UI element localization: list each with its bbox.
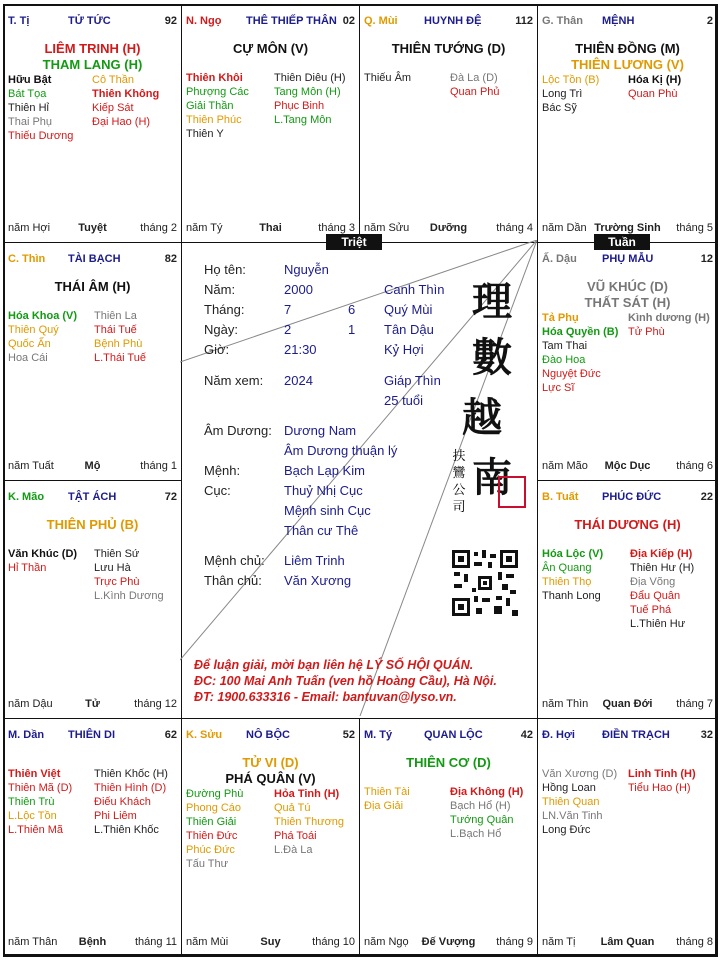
minor-star[interactable]: Văn Khúc (D) (8, 548, 78, 560)
minor-stars-right (94, 309, 146, 365)
palace-name: MỆNH (602, 15, 635, 27)
minor-star[interactable]: Trực Phù (94, 576, 140, 588)
minor-star[interactable]: Thai Phụ (8, 116, 53, 128)
minor-star[interactable]: Tiểu Hao (H) (628, 782, 691, 794)
palace-year: năm Mão (542, 460, 588, 472)
birth-info-value: Nguyễn (284, 262, 329, 277)
palace-dan[interactable] (3, 718, 182, 957)
minor-star[interactable]: Lưu Hà (94, 562, 131, 574)
minor-stars-right (630, 547, 694, 631)
minor-star[interactable]: Phá Toái (274, 830, 317, 842)
palace-branch: G. Thân (542, 15, 583, 27)
palace-ti[interactable] (3, 4, 182, 243)
palace-number: 82 (164, 253, 177, 265)
minor-star[interactable]: L.Đà La (274, 844, 313, 856)
palace-number: 42 (520, 729, 533, 741)
palace-life-stage: Tử (85, 698, 100, 710)
birth-info-can-chi: Kỷ Hợi (384, 342, 424, 357)
palace-branch: Ấ. Dậu (542, 253, 577, 265)
palace-header (8, 729, 177, 743)
main-star[interactable]: TỬ VI (D) (242, 755, 299, 770)
menh-chu-value: Liêm Trinh (284, 553, 345, 568)
minor-star[interactable]: Thiên Thọ (542, 576, 592, 588)
palace-dau[interactable] (537, 242, 718, 481)
minor-star[interactable]: Văn Xương (D) (542, 768, 618, 780)
menh-label: Mệnh: (204, 463, 241, 478)
minor-star[interactable]: Hoa Cái (8, 352, 48, 364)
minor-stars-left (542, 73, 599, 115)
nam-xem-can-chi: Giáp Thìn (384, 373, 441, 388)
palace-tuat[interactable] (537, 480, 718, 719)
palace-footer (364, 936, 533, 950)
palace-month: tháng 6 (676, 460, 713, 472)
tuan-marker: Tuần (594, 234, 650, 250)
palace-life-stage: Trường Sinh (594, 222, 661, 234)
minor-stars-left (8, 547, 77, 575)
minor-star[interactable]: Thiên Mã (D) (8, 782, 73, 794)
minor-star[interactable]: Hóa Khoa (V) (8, 310, 78, 322)
minor-star[interactable]: Kình dương (H) (628, 312, 710, 324)
minor-star[interactable]: L.Thiên Mã (8, 824, 64, 836)
cuc-note: Mệnh sinh Cục (284, 503, 371, 518)
center-info-panel (180, 240, 537, 716)
tuoi-value: 25 tuổi (384, 393, 424, 408)
minor-star[interactable]: Phượng Các (186, 86, 249, 98)
am-duong-note: Âm Dương thuận lý (284, 443, 398, 458)
palace-year: năm Thìn (542, 698, 589, 710)
minor-star[interactable]: L.Bạch Hổ (450, 828, 502, 840)
qr-code[interactable] (450, 548, 520, 618)
birth-info-label: Họ tên: (204, 262, 246, 277)
palace-footer (542, 460, 713, 474)
palace-number: 22 (700, 491, 713, 503)
palace-number: 02 (342, 15, 355, 27)
minor-star[interactable]: Thiên Thương (274, 816, 345, 828)
minor-star[interactable]: Thiên Không (92, 88, 160, 100)
palace-month: tháng 11 (134, 936, 177, 948)
minor-stars-right (450, 71, 500, 99)
minor-stars-right (628, 767, 696, 795)
minor-stars-left (8, 309, 77, 365)
minor-star[interactable]: Kiếp Sát (92, 102, 134, 114)
palace-header (8, 491, 177, 505)
minor-stars-right (94, 767, 168, 837)
minor-star[interactable]: Thiên Việt (8, 768, 61, 780)
minor-stars-right (94, 547, 164, 603)
palace-header (8, 253, 177, 267)
calligraphy-char-2: 數 (472, 334, 512, 381)
palace-than[interactable] (537, 4, 718, 243)
palace-year: năm Tuất (8, 460, 54, 472)
palace-number: 12 (700, 253, 713, 265)
palace-footer (8, 460, 177, 474)
palace-name: NÔ BỘC (246, 729, 290, 741)
main-star[interactable]: PHÁ QUÂN (V) (225, 771, 316, 786)
palace-branch: Đ. Hợi (542, 729, 575, 741)
minor-star[interactable]: Thiên Khôi (186, 72, 243, 84)
minor-star[interactable]: Thiên Khốc (H) (94, 768, 168, 780)
palace-footer (542, 936, 713, 950)
minor-star[interactable]: Bệnh Phù (94, 338, 143, 350)
birth-info-lunar: 1 (348, 322, 356, 337)
palace-name: HUYNH ĐỆ (424, 15, 482, 27)
palace-header (542, 15, 713, 29)
palace-ngo[interactable] (181, 4, 360, 243)
minor-star[interactable]: Thiên Diêu (H) (274, 72, 346, 84)
minor-star[interactable]: Bác Sỹ (542, 102, 577, 114)
palace-footer (8, 222, 177, 236)
minor-star[interactable]: Địa Võng (630, 576, 676, 588)
calligraphy-char-4: 南 (472, 454, 512, 501)
palace-header (542, 729, 713, 743)
contact-phone-email[interactable]: ĐT: 1900.633316 - Email: bantuvan@lyso.vn. (194, 690, 457, 704)
palace-month: tháng 8 (676, 936, 713, 948)
palace-year: năm Thân (8, 936, 58, 948)
palace-life-stage: Mộ (84, 460, 101, 472)
minor-star[interactable]: Thiên Tài (364, 786, 410, 798)
minor-star[interactable]: Đẩu Quân (630, 590, 681, 602)
minor-star[interactable]: L.Lộc Tồn (8, 810, 57, 822)
palace-header (364, 15, 533, 29)
minor-stars-left (8, 767, 72, 837)
nam-xem-value: 2024 (284, 373, 313, 388)
palace-footer (8, 698, 177, 712)
palace-branch: N. Ngọ (186, 15, 222, 27)
palace-month: tháng 9 (496, 936, 533, 948)
minor-star[interactable]: Thiên Hỉ (8, 102, 49, 114)
birth-info-value: 2 (284, 322, 292, 337)
birth-info-label: Ngày: (204, 322, 238, 337)
minor-star[interactable]: Cô Thần (92, 74, 134, 86)
minor-star[interactable]: Thiên Quý (8, 324, 59, 336)
minor-star[interactable]: L.Kình Dương (94, 590, 164, 602)
minor-stars-right (450, 785, 523, 841)
minor-stars-right (628, 311, 710, 339)
minor-star[interactable]: Nguyệt Đức (542, 368, 601, 380)
palace-branch: K. Mão (8, 491, 45, 503)
palace-year: năm Dần (542, 222, 587, 234)
minor-star[interactable]: Thiên Quan (542, 796, 600, 808)
palace-month: tháng 10 (312, 936, 355, 948)
minor-stars-left (186, 71, 249, 141)
minor-star[interactable]: Địa Không (H) (450, 786, 524, 798)
minor-star[interactable]: Thiếu Dương (8, 130, 74, 142)
main-star[interactable]: THIÊN CƠ (D) (406, 755, 491, 770)
minor-star[interactable]: Quốc Ấn (8, 338, 51, 350)
minor-stars-left (364, 71, 411, 85)
palace-name: TẬT ÁCH (68, 491, 117, 503)
palace-life-stage: Suy (260, 936, 281, 948)
palace-year: năm Tý (186, 222, 223, 234)
minor-star[interactable]: Đại Hao (H) (92, 116, 151, 128)
menh-chu-label: Mệnh chủ: (204, 553, 265, 568)
minor-stars-left (186, 787, 243, 871)
main-star[interactable]: THẤT SÁT (H) (584, 295, 671, 310)
birth-info-label: Năm: (204, 282, 236, 297)
palace-header (542, 491, 713, 505)
palace-life-stage: Dưỡng (429, 222, 468, 234)
minor-star[interactable]: Thái Tuế (94, 324, 137, 336)
main-star[interactable]: THIÊN LƯƠNG (V) (571, 57, 684, 72)
minor-star[interactable]: Thiên La (94, 310, 137, 322)
main-star[interactable]: VŨ KHÚC (D) (587, 279, 668, 294)
minor-star[interactable]: Thiên Hình (D) (94, 782, 167, 794)
minor-star[interactable]: Tướng Quân (450, 814, 514, 826)
menh-value: Bạch Lạp Kim (284, 463, 365, 478)
triet-marker: Triệt (326, 234, 382, 250)
palace-number: 32 (700, 729, 713, 741)
palace-life-stage: Thai (259, 222, 282, 234)
am-duong-label: Âm Dương: (204, 423, 272, 438)
palace-life-stage: Đế Vượng (421, 936, 476, 948)
palace-life-stage: Quan Đới (602, 698, 653, 710)
palace-header (186, 729, 355, 743)
palace-life-stage: Mộc Dục (604, 460, 651, 472)
minor-star[interactable]: Ân Quang (542, 562, 592, 574)
than-chu-value: Văn Xương (284, 573, 352, 588)
main-star[interactable]: CỰ MÔN (V) (232, 41, 309, 56)
minor-star[interactable]: Quan Phủ (450, 86, 500, 98)
minor-star[interactable]: L.Thái Tuế (94, 352, 146, 364)
palace-name: THIÊN DI (68, 729, 116, 741)
palace-branch: C. Thìn (8, 253, 46, 265)
minor-star[interactable]: Tả Phụ (542, 312, 579, 324)
minor-stars-left (364, 785, 410, 813)
birth-info-label: Giờ: (204, 342, 230, 357)
minor-star[interactable]: Tấu Thư (186, 858, 229, 870)
palace-number: 52 (342, 729, 355, 741)
minor-star[interactable]: Thiên Y (186, 128, 224, 140)
palace-month: tháng 5 (676, 222, 713, 234)
minor-star[interactable]: Long Trì (542, 88, 583, 100)
minor-star[interactable]: Đà La (D) (450, 72, 498, 84)
palace-life-stage: Bệnh (78, 936, 107, 948)
birth-info-can-chi: Canh Thìn (384, 282, 445, 297)
palace-month: tháng 7 (676, 698, 713, 710)
minor-stars-left (542, 767, 617, 837)
minor-star[interactable]: Địa Giải (364, 800, 404, 812)
palace-number: 62 (164, 729, 177, 741)
palace-month: tháng 12 (134, 698, 177, 710)
palace-month: tháng 4 (496, 222, 533, 234)
main-star[interactable]: THÁI DƯƠNG (H) (574, 517, 681, 532)
than-chu-label: Thân chủ: (204, 573, 262, 588)
palace-branch: K. Sửu (186, 729, 223, 741)
minor-stars-right (628, 73, 681, 101)
minor-star[interactable]: Lực Sĩ (542, 382, 575, 394)
minor-star[interactable]: Thiên Đức (186, 830, 238, 842)
palace-footer (542, 698, 713, 712)
minor-star[interactable]: Địa Kiếp (H) (630, 548, 693, 560)
palace-number: 72 (164, 491, 177, 503)
palace-footer (8, 936, 177, 950)
palace-header (8, 15, 177, 29)
minor-star[interactable]: Phi Liêm (94, 810, 137, 822)
palace-year: năm Mùi (186, 936, 229, 948)
palace-name: TÀI BẠCH (68, 253, 121, 265)
minor-star[interactable]: Thiên Hư (H) (630, 562, 695, 574)
minor-star[interactable]: Quan Phù (628, 88, 678, 100)
seal-text: 扶 鸞 公 司 (452, 449, 466, 515)
palace-mao[interactable] (3, 480, 182, 719)
minor-star[interactable]: Tam Thai (542, 340, 588, 352)
minor-star[interactable]: L.Thiên Hư (630, 618, 686, 630)
minor-star[interactable]: Hỏa Tinh (H) (274, 788, 340, 800)
birth-info-lunar: 6 (348, 302, 356, 317)
palace-number: 92 (164, 15, 177, 27)
palace-number: 112 (515, 15, 533, 27)
minor-star[interactable]: LN.Văn Tinh (542, 810, 603, 822)
main-star[interactable]: THÁI ÂM (H) (54, 279, 131, 294)
minor-star[interactable]: Hồng Loan (542, 782, 596, 794)
minor-star[interactable]: L.Thiên Khốc (94, 824, 159, 836)
palace-number: 2 (706, 15, 713, 27)
minor-star[interactable]: Lộc Tồn (B) (542, 74, 600, 86)
minor-star[interactable]: Đào Hoa (542, 354, 586, 366)
minor-star[interactable]: Linh Tinh (H) (628, 768, 696, 780)
minor-stars-left (8, 73, 73, 143)
palace-footer (186, 936, 355, 950)
red-seal-stamp (498, 476, 526, 508)
minor-star[interactable]: Hỉ Thần (8, 562, 47, 574)
palace-name: ĐIỀN TRẠCH (602, 729, 670, 741)
minor-star[interactable]: Thiên Trù (8, 796, 55, 808)
minor-stars-left (542, 547, 603, 603)
main-star[interactable]: THIÊN PHỦ (B) (46, 517, 139, 532)
contact-address: ĐC: 100 Mai Anh Tuấn (ven hồ Hoàng Cầu), Hà Nội. (194, 674, 497, 688)
palace-name: PHÚC ĐỨC (602, 491, 662, 503)
palace-branch: M. Tý (364, 729, 393, 741)
palace-month: tháng 2 (140, 222, 177, 234)
main-star[interactable]: THIÊN ĐỒNG (M) (575, 41, 680, 56)
palace-month: tháng 3 (318, 222, 355, 234)
calligraphy-char-3: 越 (462, 394, 502, 441)
palace-branch: Q. Mùi (364, 15, 398, 27)
calligraphy-char-1: 理 (472, 278, 512, 325)
palace-branch: M. Dần (8, 729, 45, 741)
minor-star[interactable]: Phong Cáo (186, 802, 242, 814)
palace-ty[interactable] (359, 718, 538, 957)
birth-info-label: Tháng: (204, 302, 245, 317)
palace-year: năm Hợi (8, 222, 51, 234)
palace-branch: B. Tuất (542, 491, 579, 503)
minor-star[interactable]: Hóa Kị (H) (628, 74, 682, 86)
palace-life-stage: Lâm Quan (600, 936, 655, 948)
minor-star[interactable]: Đường Phù (186, 788, 244, 800)
minor-star[interactable]: Thiếu Âm (364, 72, 412, 84)
palace-branch: T. Tị (8, 15, 30, 27)
minor-star[interactable]: Bạch Hổ (H) (450, 800, 511, 812)
minor-star[interactable]: Thanh Long (542, 590, 601, 602)
than-cu-note: Thân cư Thê (284, 523, 359, 538)
minor-star[interactable]: Hóa Lộc (V) (542, 548, 604, 560)
main-star[interactable]: LIÊM TRINH (H) (44, 41, 141, 56)
palace-name: QUAN LỘC (424, 729, 483, 741)
minor-stars-right (274, 787, 344, 857)
minor-star[interactable]: Thiên Phúc (186, 114, 242, 126)
palace-year: năm Ngọ (364, 936, 409, 948)
minor-star[interactable]: Phúc Đức (186, 844, 235, 856)
palace-life-stage: Tuyệt (78, 222, 107, 234)
minor-star[interactable]: Hóa Quyền (B) (542, 326, 619, 338)
palace-year: năm Sửu (364, 222, 410, 234)
palace-header (364, 729, 533, 743)
palace-footer (364, 222, 533, 236)
minor-star[interactable]: Long Đức (542, 824, 591, 836)
palace-mui[interactable] (359, 4, 538, 243)
cuc-label: Cục: (204, 483, 231, 498)
minor-star[interactable]: Phục Binh (274, 100, 325, 112)
minor-star[interactable]: Hữu Bật (8, 74, 52, 86)
birth-info-can-chi: Tân Dậu (384, 322, 434, 337)
minor-star[interactable]: Giải Thần (186, 100, 234, 112)
birth-info-can-chi: Quý Mùi (384, 302, 433, 317)
birth-info-value: 2000 (284, 282, 313, 297)
palace-year: năm Tị (542, 936, 576, 948)
birth-info-value: 7 (284, 302, 292, 317)
minor-star[interactable]: Tang Môn (H) (274, 86, 341, 98)
minor-star[interactable]: Thiên Sứ (94, 548, 140, 560)
minor-stars-left (542, 311, 618, 395)
palace-name: TỬ TỨC (68, 15, 111, 27)
palace-year: năm Dậu (8, 698, 53, 710)
main-star[interactable]: THIÊN TƯỚNG (D) (391, 41, 506, 56)
palace-month: tháng 1 (140, 460, 177, 472)
minor-star[interactable]: Tuế Phá (630, 604, 672, 616)
minor-star[interactable]: Bát Tọa (8, 88, 47, 100)
palace-suu[interactable] (181, 718, 360, 957)
minor-star[interactable]: Quả Tú (274, 802, 311, 814)
palace-hoi[interactable] (537, 718, 718, 957)
cuc-value: Thuỷ Nhị Cục (284, 483, 363, 498)
minor-star[interactable]: Thiên Giải (186, 816, 237, 828)
minor-stars-right (92, 73, 159, 129)
birth-info-value: 21:30 (284, 342, 317, 357)
minor-star[interactable]: L.Tang Môn (274, 114, 332, 126)
contact-line-1: Để luận giải, mời bạn liên hệ LÝ SỐ HỘI QUÁN. (194, 658, 474, 672)
minor-star[interactable]: Điếu Khách (94, 796, 151, 808)
am-duong-value: Dương Nam (284, 423, 357, 438)
main-star[interactable]: THAM LANG (H) (42, 57, 143, 72)
palace-header (186, 15, 355, 29)
minor-stars-right (274, 71, 346, 127)
minor-star[interactable]: Tử Phù (628, 326, 665, 338)
palace-header (542, 253, 713, 267)
palace-thin[interactable] (3, 242, 182, 481)
palace-name: THÊ THIẾP THÂN (246, 15, 337, 27)
nam-xem-label: Năm xem: (204, 373, 264, 388)
palace-name: PHỤ MẪU (602, 253, 654, 265)
